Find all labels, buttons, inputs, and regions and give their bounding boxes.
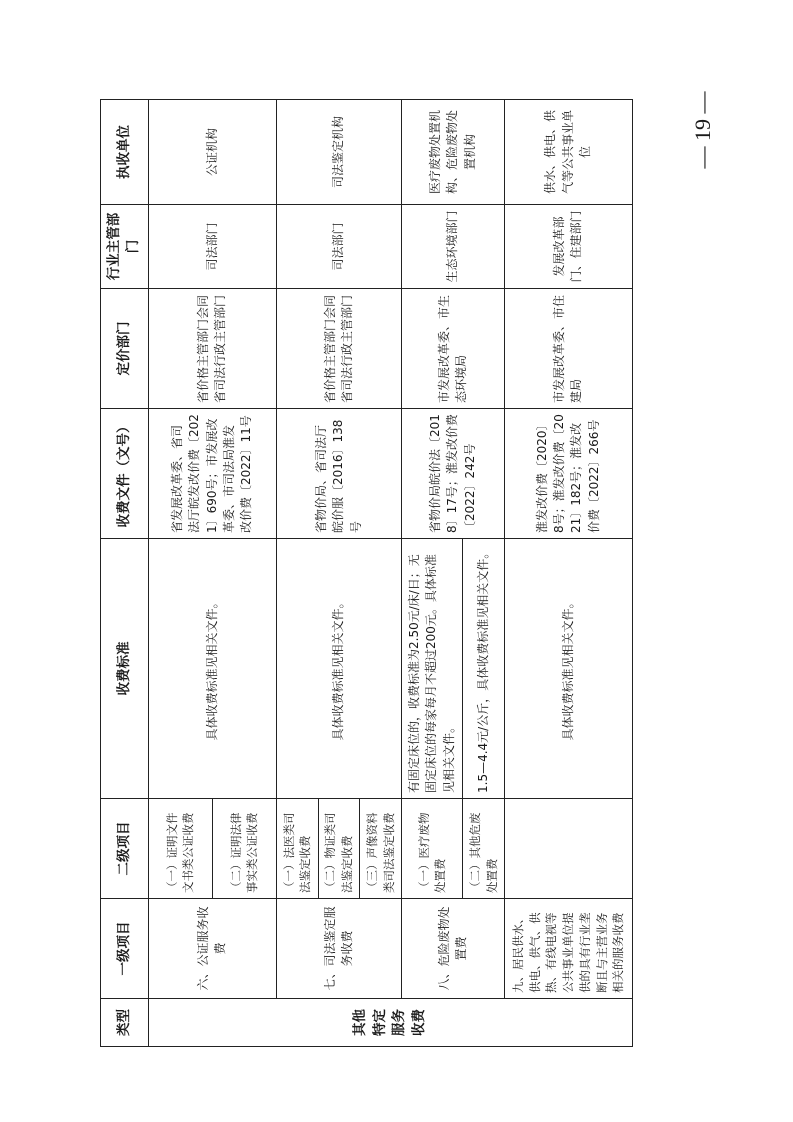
standard-cell: 具体收费标准见相关文件。 bbox=[276, 539, 401, 799]
industry-cell: 司法部门 bbox=[276, 205, 401, 289]
header-type: 类型 bbox=[101, 999, 149, 1047]
level1-cell: 九、居民供水、供电、供气、供热、有线电视等公共事业单位提供的具有行业垄断且与主营业务相关的服务收费 bbox=[504, 899, 632, 999]
header-standard: 收费标准 bbox=[101, 539, 149, 799]
fee-table bbox=[100, 99, 633, 1047]
level1-cell: 八、危险废物处置费 bbox=[402, 899, 505, 999]
header-level1: 一级项目 bbox=[101, 899, 149, 999]
table-row bbox=[148, 100, 212, 1047]
pricing-cell: 市发展改革委、市住建局 bbox=[504, 289, 632, 409]
standard-cell: 具体收费标准见相关文件。 bbox=[148, 539, 276, 799]
doc-cell: 淮发改价费〔2020〕8号；淮发改价费〔2021〕182号；淮发改价费〔2022〕266号 bbox=[504, 409, 632, 539]
collector-cell: 公证机构 bbox=[148, 100, 276, 205]
header-doc: 收费文件（文号） bbox=[101, 409, 149, 539]
level2-cell: （二）物证类司法鉴定收费 bbox=[318, 799, 360, 899]
level2-cell bbox=[504, 799, 632, 899]
level2-cell: （二）证明法律事实类公证收费 bbox=[212, 799, 276, 899]
level1-cell: 七、司法鉴定服务收费 bbox=[276, 899, 401, 999]
header-industry: 行业主管部门 bbox=[101, 205, 149, 289]
pricing-cell: 省价格主管部门会同省司法行政主管部门 bbox=[276, 289, 401, 409]
standard-cell: 1.5—4.4元/公斤，具体收费标准见相关文件。 bbox=[463, 539, 505, 799]
collector-cell: 医疗废物处置机构、危险废物处置机构 bbox=[402, 100, 505, 205]
industry-cell: 发展改革部门、住建部门 bbox=[504, 205, 632, 289]
level2-cell: （一）证明文件文书类公证收费 bbox=[148, 799, 212, 899]
doc-cell: 省物价局皖价法〔2018〕17号；淮发改价费〔2022〕242号 bbox=[402, 409, 505, 539]
doc-cell: 省发展改革委、省司法厅皖发改价费〔2021〕690号；市发展改革委、市司法局淮发改价费〔2022〕11号 bbox=[148, 409, 276, 539]
pricing-cell: 省价格主管部门会同省司法行政主管部门 bbox=[148, 289, 276, 409]
level2-cell: （一）法医类司法鉴定收费 bbox=[276, 799, 318, 899]
level2-cell: （三）声像资料类司法鉴定收费 bbox=[360, 799, 402, 899]
level2-cell: （二）其他危废处置费 bbox=[463, 799, 505, 899]
industry-cell: 司法部门 bbox=[148, 205, 276, 289]
level1-cell: 六、公证服务收费 bbox=[148, 899, 276, 999]
table-header-row bbox=[101, 100, 149, 1047]
header-level2: 二级项目 bbox=[101, 799, 149, 899]
standard-cell: 有固定床位的，收费标准为2.50元/床/日；无固定床位的每家每月不超过200元。具体标准见相关文件。 bbox=[402, 539, 463, 799]
industry-cell: 生态环境部门 bbox=[402, 205, 505, 289]
table-row bbox=[504, 100, 632, 1047]
rotated-content bbox=[100, 100, 633, 1047]
table-row bbox=[276, 100, 318, 1047]
level2-cell: （一）医疗废物处置费 bbox=[402, 799, 463, 899]
standard-cell: 具体收费标准见相关文件。 bbox=[504, 539, 632, 799]
collector-cell: 司法鉴定机构 bbox=[276, 100, 401, 205]
collector-cell: 供水、供电、供气等公共事业单位 bbox=[504, 100, 632, 205]
table-row bbox=[402, 100, 463, 1047]
pricing-cell: 市发展改革委、市生态环境局 bbox=[402, 289, 505, 409]
header-pricing: 定价部门 bbox=[101, 289, 149, 409]
category-cell: 其他特定服务收费 bbox=[148, 999, 632, 1047]
doc-cell: 省物价局、省司法厅皖价服〔2016〕138号 bbox=[276, 409, 401, 539]
page-number: — 19 — bbox=[690, 91, 715, 169]
header-collector: 执收单位 bbox=[101, 100, 149, 205]
